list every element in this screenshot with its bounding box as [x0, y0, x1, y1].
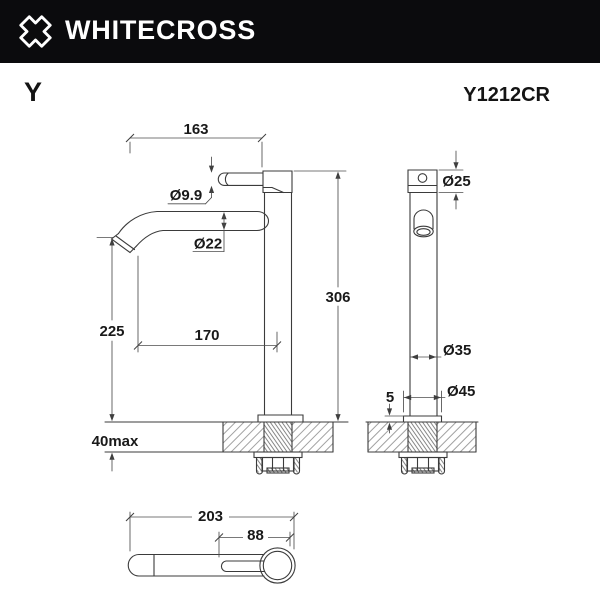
dim-spout-reach — [126, 121, 266, 167]
top-lever-outline — [221, 561, 264, 572]
top-view-dimensions — [126, 508, 298, 557]
front-view — [105, 171, 351, 474]
side-mounting-nut — [399, 452, 447, 474]
dim-mounting-thickness-value: 40max — [91, 433, 139, 450]
series-label: Y — [24, 77, 43, 107]
side-view — [366, 170, 478, 474]
dim-lever-diameter — [168, 157, 214, 204]
dim-outlet-height-value: 225 — [99, 323, 125, 340]
dim-outlet-height — [95, 238, 129, 422]
dim-total-height — [294, 171, 355, 421]
front-mounting-deck — [105, 422, 348, 452]
dim-total-height-value: 306 — [325, 289, 351, 306]
dim-base-diameter-value: Ø45 — [447, 383, 476, 400]
top-view — [128, 548, 295, 583]
dim-spout-tube-diameter-value: Ø22 — [193, 235, 223, 253]
side-base-flange — [404, 416, 442, 422]
side-view-dimensions — [385, 151, 475, 433]
dim-top-diameter-value: Ø25 — [442, 173, 471, 190]
front-body-column — [265, 193, 292, 416]
side-mounting-deck — [366, 422, 478, 452]
front-lever-handle — [218, 173, 263, 185]
model-number-label: Y1212CR — [463, 84, 550, 106]
dim-overall-length — [126, 508, 298, 551]
dim-outlet-to-axis — [134, 256, 281, 352]
dim-top-diameter — [439, 151, 473, 209]
top-spout-outline — [128, 555, 264, 577]
dim-outlet-to-axis-value: 170 — [194, 327, 220, 344]
front-mounting-nut — [254, 452, 302, 474]
dim-body-diameter — [411, 342, 472, 360]
front-base-flange — [258, 415, 303, 422]
dim-lever-diameter-value: Ø9.9 — [169, 187, 203, 204]
brand-name: WHITECROSS — [65, 15, 257, 45]
top-body-circle — [260, 548, 295, 583]
dim-body-diameter-value: Ø35 — [443, 342, 472, 359]
side-body-cap — [408, 170, 437, 193]
front-body-cap — [263, 171, 292, 193]
dim-base-plate-thickness-value: 5 — [385, 389, 395, 406]
dim-spout-reach-value: 163 — [183, 121, 209, 138]
dim-overall-length-value: 203 — [197, 508, 224, 525]
dim-base-diameter — [404, 383, 476, 412]
dim-lever-length-value: 88 — [247, 527, 264, 544]
dim-spout-tube-diameter — [193, 212, 227, 253]
front-spout — [112, 212, 269, 253]
side-aerator-outlet — [414, 210, 433, 237]
